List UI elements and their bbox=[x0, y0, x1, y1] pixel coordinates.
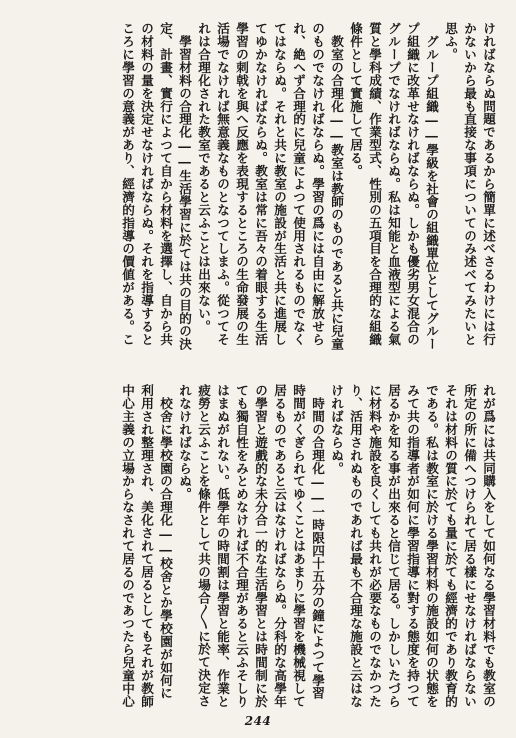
upper-text-column: 條件として實施して居る。 bbox=[348, 22, 363, 178]
upper-text-column: プ組織に改革せなければならぬ。しかも優劣男女混合の bbox=[405, 22, 420, 346]
upper-text-column: てはならぬ。それと共に教室の施設が生活と共に進展し bbox=[272, 22, 287, 346]
upper-text-column: れ、絶へず合理的に兒童によつて使用されるものでなく bbox=[291, 22, 306, 346]
upper-text-column: 學習の刺戟を與へ反應を表現するところの生命發展の生 bbox=[234, 22, 249, 346]
upper-text-column: 活場でなければ無意義なものとなつてしまふ。從つてそ bbox=[215, 22, 230, 346]
upper-text-column: の材料の量を決定せなければならぬ。それを指導すると bbox=[139, 22, 154, 346]
upper-text-column: 定、計畫、實行によつて自から材料を選擇し、自から共 bbox=[158, 22, 173, 346]
lower-text-column: り、活用されぬものであれば最も不合理な施設と云はな bbox=[348, 384, 363, 708]
lower-text-column: に材料や施設を良くしても共れが必要なものでなかつた bbox=[367, 384, 382, 708]
lower-text-column: 中心主義の立場からなされて居るのであつたら兒童中心 bbox=[120, 384, 135, 708]
upper-text-column: 質と學科成績、作業型式、性別の五項目を合理的な組織 bbox=[367, 22, 382, 346]
lower-text-column: はまぬがれない。低學年の時間割は學習と能率、作業と bbox=[215, 384, 230, 708]
lower-text-column: 校舍に學校園の合理化――校舍とか學校園が如何に bbox=[158, 384, 173, 700]
upper-text-column: 教室の合理化――教室は教師のものであると共に兒童 bbox=[329, 22, 344, 351]
upper-text-column: グループ組織――學級を社會の組織單位としてグルー bbox=[424, 22, 439, 351]
upper-text-column: 思ふ。 bbox=[443, 22, 458, 61]
upper-text-column: かないから最も直接な事項についてのみ述べてみたいと bbox=[462, 22, 477, 346]
upper-text-column: 學習材料の合理化――生活學習に於ては共の目的の決 bbox=[177, 22, 192, 351]
lower-text-column: ても獨自性をみとめなければ不合理があると云ふそしり bbox=[234, 384, 249, 708]
upper-text-block bbox=[16, 22, 498, 352]
lower-text-column: 利用され整理され、美化されて居るとしてもそれが教師 bbox=[139, 384, 154, 708]
lower-text-column: ければならぬ。 bbox=[329, 384, 344, 475]
page-number: 244 bbox=[244, 714, 272, 728]
lower-text-column: 所定の所に備へつけられて居る樣にせなければならない bbox=[462, 384, 477, 708]
lower-text-column: みて共の指導者が如何に學習指導に對する態度を持つて bbox=[405, 384, 420, 708]
lower-text-column: である。私は教室に於ける學習材料の施設如何の状態を bbox=[424, 384, 439, 708]
upper-text-column: てゆかなければならぬ。教室は常に吾々の着眼する生活 bbox=[253, 22, 268, 346]
lower-text-column: 居るかを知る事が出來ると信じて居る。しかしいたづら bbox=[386, 384, 401, 708]
lower-text-column: それは材料の質に於ても量に於ても經濟的であり教育的 bbox=[443, 384, 458, 708]
lower-text-column: 居るものであると云はなければならぬ。分科的な高學年 bbox=[272, 384, 287, 708]
lower-text-column: 時間の合理化――一時限四十五分の鐘によつて學習 bbox=[310, 384, 325, 700]
lower-text-block bbox=[16, 384, 498, 714]
lower-text-column: れが爲には共同購入をして如何なる學習材料でも教室の bbox=[481, 384, 496, 708]
upper-text-column: ければならぬ問題であるから簡單に述べさるわけには行 bbox=[481, 22, 496, 346]
lower-text-column: 疲勞と云ふことを條件として共の場合〳〵に於て決定さ bbox=[196, 384, 211, 708]
lower-text-column: の學習と遊戲的な未分合一的な生活學習とは時間制に於 bbox=[253, 384, 268, 708]
upper-text-column: ころに學習の意義があり、經濟的指導の價値がある。こ bbox=[120, 22, 135, 346]
upper-text-column: れは合理化された教室であると云ふことは出來ない。 bbox=[196, 22, 211, 333]
lower-text-column: 時間がくぎられてゆくことはあまりに學習を機械視して bbox=[291, 384, 306, 708]
upper-text-column: のものでなければならぬ。學習の爲には自由に解放せら bbox=[310, 22, 325, 346]
upper-text-column: グループでなければならぬ。私は知能と血液型による氣 bbox=[386, 22, 401, 346]
lower-text-column: れなければならぬ。 bbox=[177, 384, 192, 501]
